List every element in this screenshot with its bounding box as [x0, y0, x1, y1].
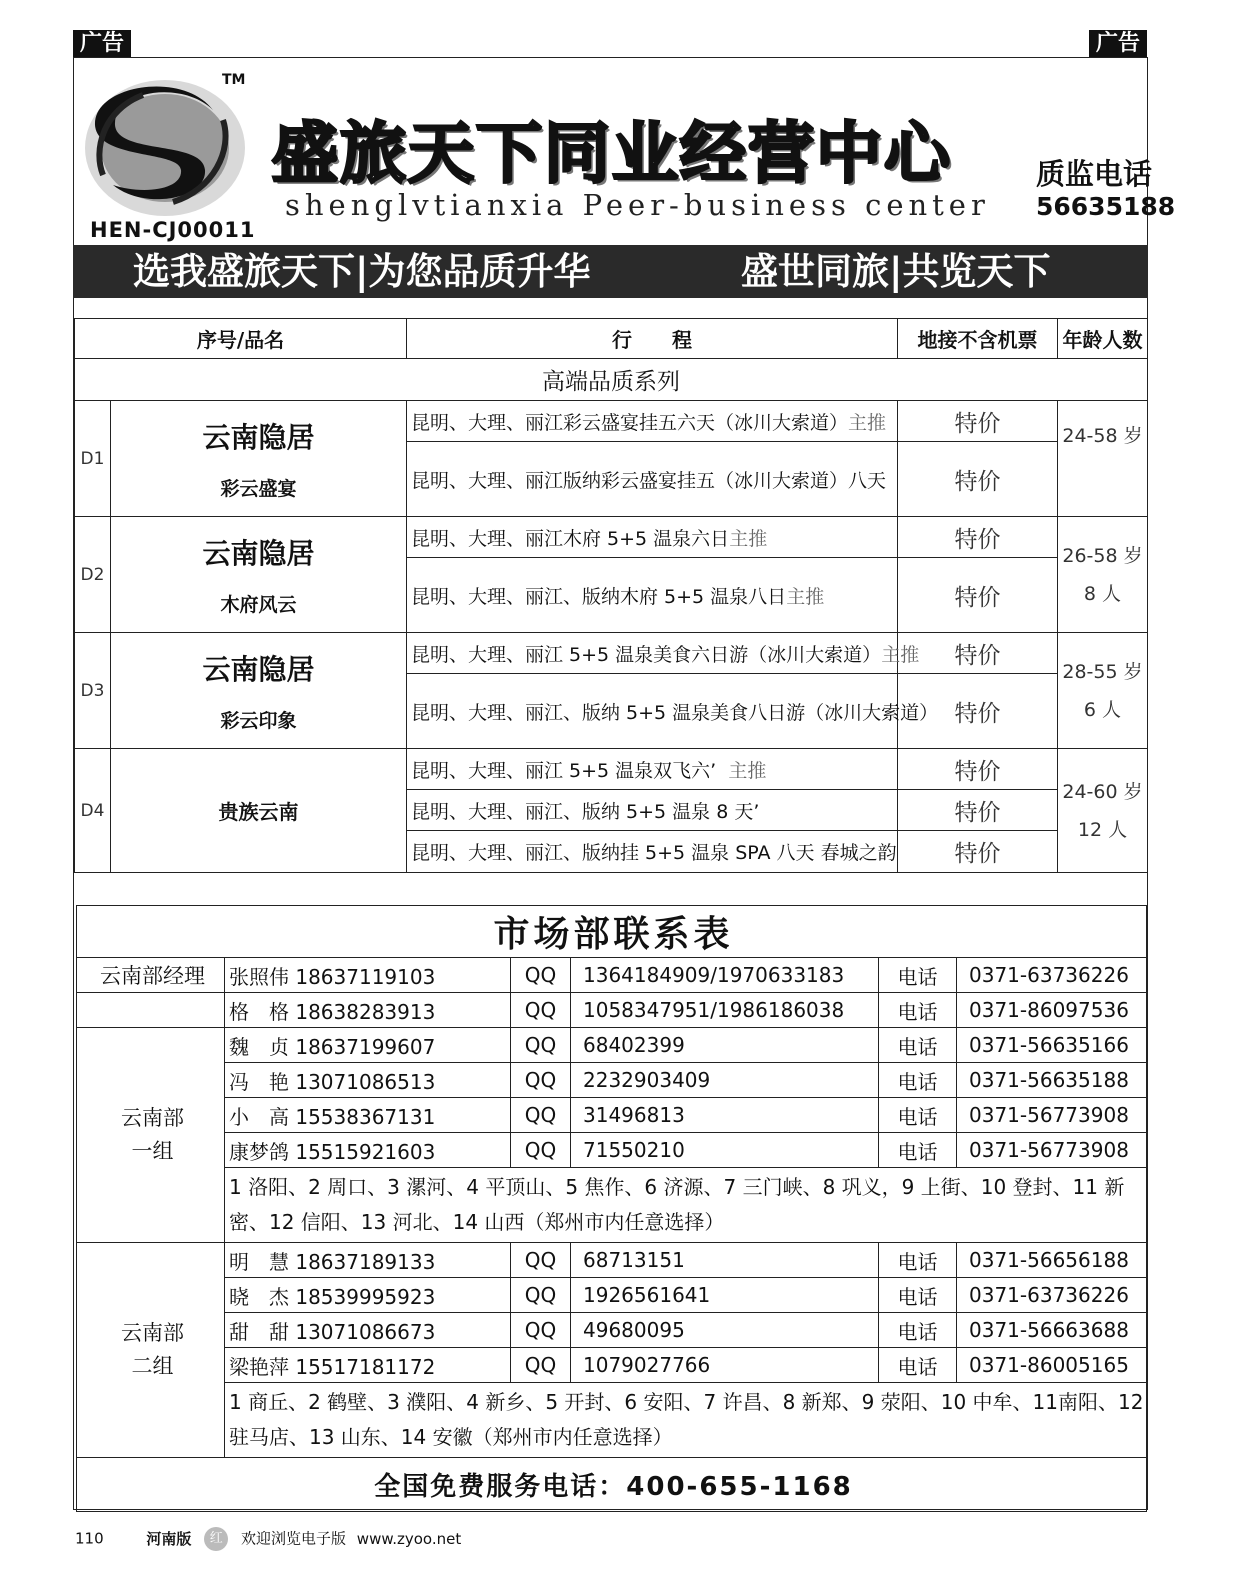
- contact-title: 市场部联系表: [77, 906, 1147, 958]
- qq-number: 31496813: [571, 1098, 879, 1133]
- edition-label: 河南版: [146, 1529, 192, 1548]
- route: 昆明、大理、丽江木府 5+5 温泉六日主推: [407, 517, 898, 558]
- product-code: D3: [75, 633, 111, 749]
- contact-name: 张照伟 18637119103: [225, 958, 511, 993]
- contact-name: 晓 杰 18539995923: [225, 1278, 511, 1313]
- qq-number: 71550210: [571, 1133, 879, 1168]
- phone-number: 0371-63736226: [957, 958, 1147, 993]
- contact-name: 冯 艳 13071086513: [225, 1063, 511, 1098]
- phone-label: 电话: [879, 1313, 957, 1348]
- qq-number: 1058347951/1986186038: [571, 993, 879, 1028]
- phone-label: 电话: [879, 958, 957, 993]
- phone-number: 0371-56656188: [957, 1243, 1147, 1278]
- page-footer: [75, 1527, 461, 1551]
- route: 昆明、大理、丽江、版纳 5+5 温泉 8 天’: [407, 790, 898, 831]
- phone-number: 0371-63736226: [957, 1278, 1147, 1313]
- contact-name: 梁艳萍 15517181172: [225, 1348, 511, 1383]
- price: 特价: [898, 401, 1058, 442]
- phone-number: 0371-56663688: [957, 1313, 1147, 1348]
- qq-number: 1079027766: [571, 1348, 879, 1383]
- phone-label: 电话: [879, 1243, 957, 1278]
- age-people: 24-58 岁: [1058, 401, 1148, 517]
- ad-tag-right: 广告: [1089, 30, 1147, 57]
- slogan-left: 选我盛旅天下|为您品质升华: [133, 250, 591, 293]
- phone-number: 0371-86097536: [957, 993, 1147, 1028]
- product-name: [111, 749, 407, 873]
- header-age: 年龄人数: [1058, 319, 1148, 359]
- series-title: 高端品质系列: [75, 359, 1148, 401]
- age-people: 26-58 岁 8 人: [1058, 517, 1148, 633]
- qq-number: 1926561641: [571, 1278, 879, 1313]
- manager-label: 云南部经理: [77, 958, 225, 993]
- phone-label: 电话: [879, 1278, 957, 1313]
- qq-label: QQ: [511, 1278, 571, 1313]
- edition-badge-icon: 红: [204, 1527, 228, 1551]
- header-product: 序号/品名: [75, 319, 407, 359]
- group1-regions: 1 洛阳、2 周口、3 漯河、4 平顶山、5 焦作、6 济源、7 三门峡、8 巩义，9 上街、10 登封、11 新密、12 信阳、13 河北、14 山西（郑州市内任意选择）: [225, 1168, 1147, 1243]
- contact-table: [76, 905, 1147, 1512]
- qq-label: QQ: [511, 1098, 571, 1133]
- route: 昆明、大理、丽江版纳彩云盛宴挂五（冰川大索道）八天: [407, 442, 898, 517]
- page-title: 盛旅天下同业经营中心: [272, 115, 952, 192]
- product-subtitle: 彩云印象: [220, 710, 297, 732]
- route: 昆明、大理、丽江、版纳 5+5 温泉美食八日游（冰川大索道）: [407, 674, 898, 749]
- contact-name: 小 高 15538367131: [225, 1098, 511, 1133]
- header-itinerary: 行 程: [407, 319, 898, 359]
- route: 昆明、大理、丽江彩云盛宴挂五六天（冰川大索道）主推: [407, 401, 898, 442]
- product-table: [74, 318, 1148, 873]
- product-subtitle: 木府风云: [220, 594, 297, 616]
- price: 特价: [898, 790, 1058, 831]
- qq-number: 68713151: [571, 1243, 879, 1278]
- price: 特价: [898, 749, 1058, 790]
- license-code: HEN-CJ00011: [90, 218, 256, 242]
- phone-label: 电话: [879, 1028, 957, 1063]
- product-name: [111, 633, 407, 749]
- phone-label: 电话: [879, 993, 957, 1028]
- qq-label: QQ: [511, 993, 571, 1028]
- product-name: [111, 517, 407, 633]
- group1-label: 云南部 一组: [77, 1028, 225, 1243]
- phone-number: 0371-56635166: [957, 1028, 1147, 1063]
- phone-number: 0371-56773908: [957, 1133, 1147, 1168]
- product-code: D1: [75, 401, 111, 517]
- age-people: 24-60 岁 12 人: [1058, 749, 1148, 873]
- qq-label: QQ: [511, 1133, 571, 1168]
- phone-label: 电话: [879, 1133, 957, 1168]
- site-url[interactable]: www.zyoo.net: [356, 1529, 462, 1548]
- contact-name: 甜 甜 13071086673: [225, 1313, 511, 1348]
- qq-label: QQ: [511, 1028, 571, 1063]
- price: 特价: [898, 831, 1058, 873]
- contact-name: 康梦鸽 15515921603: [225, 1133, 511, 1168]
- phone-label: 电话: [879, 1348, 957, 1383]
- qq-label: QQ: [511, 958, 571, 993]
- page-number: 110: [75, 1529, 104, 1548]
- product-title: 云南隐居: [202, 421, 315, 454]
- qq-label: QQ: [511, 1348, 571, 1383]
- price: 特价: [898, 674, 1058, 749]
- product-name: [111, 401, 407, 517]
- age-people: 28-55 岁 6 人: [1058, 633, 1148, 749]
- trademark: TM: [222, 72, 246, 88]
- route: 昆明、大理、丽江、版纳挂 5+5 温泉 SPA 八天 春城之韵: [407, 831, 898, 873]
- qq-number: 68402399: [571, 1028, 879, 1063]
- qq-number: 1364184909/1970633183: [571, 958, 879, 993]
- ad-tag-left: 广告: [73, 30, 131, 57]
- qq-label: QQ: [511, 1063, 571, 1098]
- product-subtitle: 彩云盛宴: [220, 478, 297, 500]
- qq-label: QQ: [511, 1313, 571, 1348]
- product-title: 云南隐居: [202, 653, 315, 686]
- qq-number: 2232903409: [571, 1063, 879, 1098]
- route: 昆明、大理、丽江 5+5 温泉美食六日游（冰川大索道）主推: [407, 633, 898, 674]
- header-price: 地接不含机票: [898, 319, 1058, 359]
- page-subtitle: shenglvtianxia Peer-business center: [285, 188, 990, 222]
- product-subtitle: 贵族云南: [218, 800, 299, 824]
- phone-number: 0371-56773908: [957, 1098, 1147, 1133]
- contact-name: 格 格 18638283913: [225, 993, 511, 1028]
- contact-name: 魏 贞 18637199607: [225, 1028, 511, 1063]
- price: 特价: [898, 558, 1058, 633]
- product-code: D2: [75, 517, 111, 633]
- phone-number: 0371-56635188: [957, 1063, 1147, 1098]
- product-code: D4: [75, 749, 111, 873]
- route: 昆明、大理、丽江、版纳木府 5+5 温泉八日主推: [407, 558, 898, 633]
- slogan-banner: [73, 245, 1148, 298]
- welcome-text: 欢迎浏览电子版: [241, 1529, 347, 1548]
- qq-label: QQ: [511, 1243, 571, 1278]
- phone-label: 电话: [879, 1063, 957, 1098]
- group2-regions: 1 商丘、2 鹤壁、3 濮阳、4 新乡、5 开封、6 安阳、7 许昌、8 新郑、9 荥阳、10 中牟、11南阳、12 驻马店、13 山东、14 安徽（郑州市内任意选择）: [225, 1383, 1147, 1458]
- price: 特价: [898, 442, 1058, 517]
- group2-label: 云南部 二组: [77, 1243, 225, 1458]
- qq-number: 49680095: [571, 1313, 879, 1348]
- quality-phone-number: 56635188: [1036, 192, 1176, 221]
- price: 特价: [898, 633, 1058, 674]
- route: 昆明、大理、丽江 5+5 温泉双飞六’ 主推: [407, 749, 898, 790]
- quality-phone-label: 质监电话: [1036, 157, 1153, 191]
- free-hotline: 全国免费服务电话：400-655-1168: [77, 1458, 1147, 1512]
- slogan-right: 盛世同旅|共览天下: [741, 250, 1051, 293]
- swirl-logo-icon: [83, 70, 263, 220]
- price: 特价: [898, 517, 1058, 558]
- contact-name: 明 慧 18637189133: [225, 1243, 511, 1278]
- phone-number: 0371-86005165: [957, 1348, 1147, 1383]
- phone-label: 电话: [879, 1098, 957, 1133]
- product-title: 云南隐居: [202, 537, 315, 570]
